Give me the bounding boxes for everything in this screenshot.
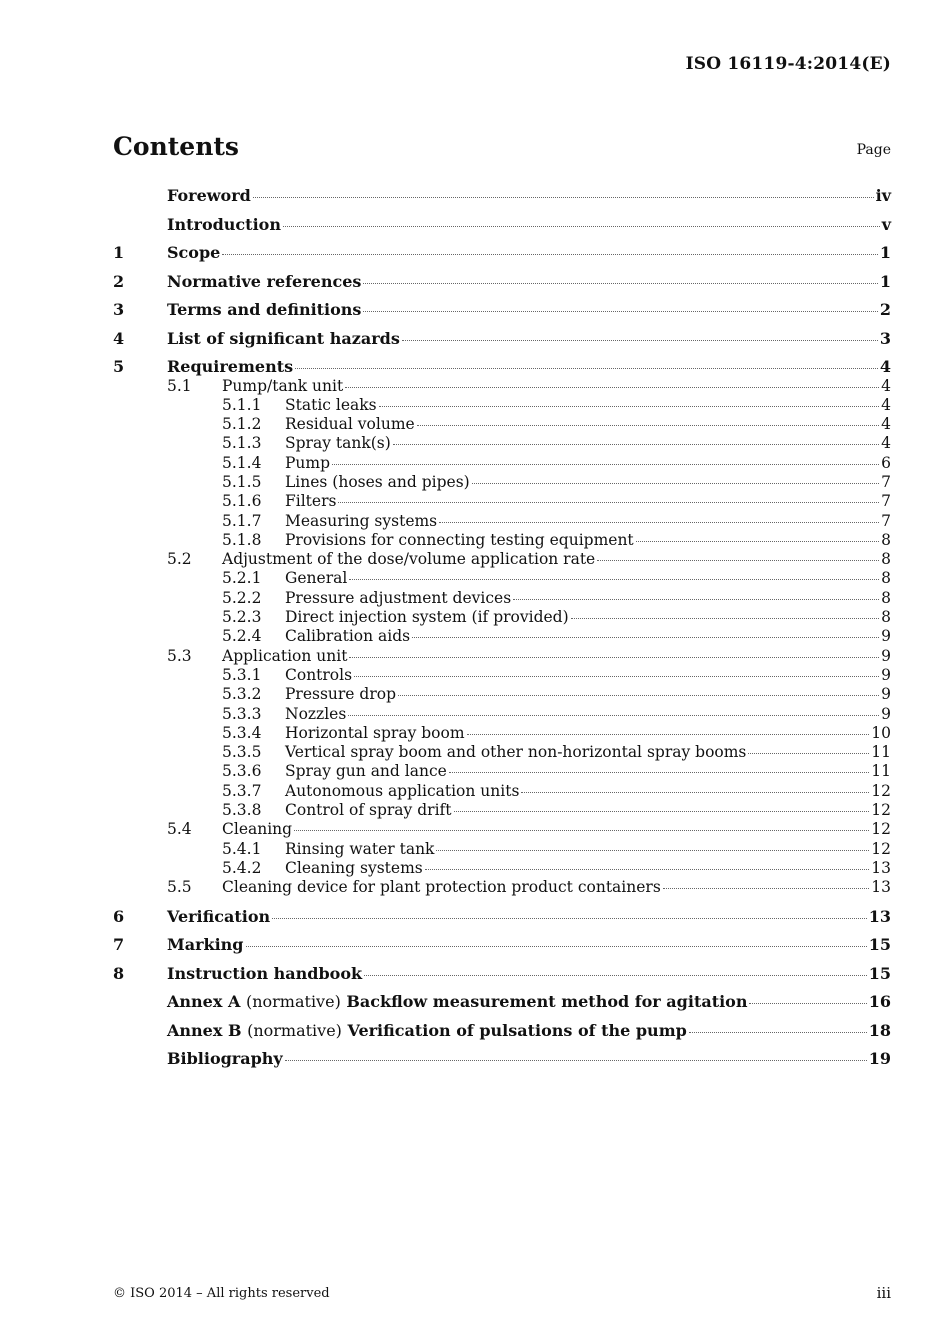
toc-entry-number: 5.3.1 <box>222 665 262 684</box>
toc-entry-page: 8 <box>881 588 891 607</box>
toc-entry-page: 19 <box>868 1049 891 1069</box>
toc-entry-number: 5.1.1 <box>222 395 262 414</box>
dot-leader <box>379 405 880 407</box>
toc-entry[interactable] <box>113 724 891 743</box>
dot-leader <box>363 310 877 312</box>
toc-entry-title: Rinsing water tank <box>285 839 435 858</box>
toc-entry-number: 5.3.7 <box>222 781 262 800</box>
toc-entry-number: 3 <box>113 300 125 319</box>
toc-entry-number: 5.3.8 <box>222 801 262 820</box>
toc-entry-number: 5.3.6 <box>222 762 262 781</box>
toc-entry-number: 4 <box>113 328 125 348</box>
toc-entry-number: 5.1.5 <box>222 472 262 491</box>
toc-entry-number: 5.2.2 <box>222 588 262 607</box>
toc-entry-page: 4 <box>879 357 891 376</box>
dot-leader <box>412 636 879 638</box>
toc-entry-number: 5.1.2 <box>222 415 262 434</box>
annex-title: Verification of pulsations of the pump <box>347 1020 687 1040</box>
toc-entry-number: 5.3 <box>167 646 192 665</box>
toc-entry-title: List of significant hazards <box>167 328 400 348</box>
toc-entry-number: 1 <box>113 243 125 262</box>
toc-entry[interactable] <box>113 396 891 415</box>
toc-entry[interactable] <box>113 531 891 550</box>
copyright-notice: © ISO 2014 – All rights reserved <box>113 1286 330 1301</box>
toc-entry-title: Controls <box>285 665 353 684</box>
toc-entry-page: 11 <box>871 762 891 781</box>
toc-entry-title: Pump/tank unit <box>222 376 344 395</box>
dot-leader <box>636 540 879 542</box>
toc-entry-number: 5.2.3 <box>222 608 262 627</box>
dot-leader <box>349 578 879 580</box>
toc-entry-title: Residual volume <box>285 415 415 434</box>
toc-entry[interactable] <box>113 782 891 801</box>
toc-entry-page: 6 <box>881 453 891 472</box>
toc-entry[interactable] <box>113 705 891 724</box>
dot-leader <box>285 1059 867 1061</box>
toc-entry-page: 4 <box>881 415 891 434</box>
toc-entry-title: Control of spray drift <box>285 801 452 820</box>
toc-entry-page: 18 <box>868 1020 891 1040</box>
toc-entry-number: 5.2.1 <box>222 569 262 588</box>
toc-entry-page: 13 <box>871 878 891 897</box>
toc-entry-title: Pump <box>285 453 331 472</box>
toc-entry[interactable] <box>113 186 891 215</box>
toc-entry-title: Marking <box>167 935 244 955</box>
toc-entry-title: Nozzles <box>285 704 347 723</box>
toc-entry-title: Foreword <box>167 186 251 205</box>
toc-entry[interactable] <box>113 743 891 762</box>
toc-entry-title: Direct injection system (if provided) <box>285 608 569 627</box>
toc-entry-title: Vertical spray boom and other non-horizontal spray booms <box>285 743 747 762</box>
dot-leader <box>454 810 870 812</box>
dot-leader <box>571 617 879 619</box>
dot-leader <box>283 225 880 227</box>
toc-entry[interactable] <box>113 666 891 685</box>
toc-entry-number: 6 <box>113 906 125 926</box>
toc-entry-page: 7 <box>881 492 891 511</box>
toc-entry-page: 8 <box>881 530 891 549</box>
toc-entry-page: 8 <box>881 569 891 588</box>
toc-entry-page: 16 <box>868 992 891 1012</box>
toc-entry-title: Cleaning device for plant protection product containers <box>222 878 661 897</box>
dot-leader <box>513 598 879 600</box>
toc-entry-number: 5.3.2 <box>222 685 262 704</box>
dot-leader <box>246 945 867 947</box>
dot-leader <box>364 974 867 976</box>
toc-entry-title: Autonomous application units <box>285 781 520 800</box>
toc-entry-title <box>167 992 747 1011</box>
toc-entry-page: 9 <box>881 704 891 723</box>
dot-leader <box>222 253 878 255</box>
dot-leader <box>253 196 874 198</box>
dot-leader <box>398 694 879 696</box>
annex-kind: (normative) <box>245 992 341 1012</box>
annex-title: Backflow measurement method for agitation <box>346 992 748 1012</box>
toc-entry[interactable] <box>113 550 891 569</box>
dot-leader <box>402 339 878 341</box>
toc-entry-title: Lines (hoses and pipes) <box>285 472 470 491</box>
toc-entry-page: 4 <box>881 434 891 453</box>
document-id: ISO 16119-4:2014(E) <box>685 54 891 74</box>
dot-leader <box>467 733 870 735</box>
dot-leader <box>348 714 879 716</box>
page-column-label: Page <box>856 142 891 158</box>
toc-entry-page: 2 <box>879 300 891 319</box>
toc-entry[interactable] <box>113 243 891 272</box>
dot-leader <box>345 386 879 388</box>
dot-leader <box>332 463 879 465</box>
toc-entry-page: 9 <box>881 685 891 704</box>
toc-entry-title: General <box>285 569 348 588</box>
toc-entry-number: 5.3.4 <box>222 723 262 742</box>
toc-entry-title: Application unit <box>222 646 348 665</box>
toc-entry[interactable] <box>113 608 891 627</box>
table-of-contents <box>113 186 891 1078</box>
toc-entry[interactable] <box>113 569 891 588</box>
toc-entry-title: Instruction handbook <box>167 963 363 983</box>
toc-entry[interactable] <box>113 473 891 492</box>
toc-entry-title: Verification <box>167 906 271 926</box>
toc-entry[interactable] <box>113 859 891 878</box>
toc-entry[interactable] <box>113 820 891 839</box>
toc-entry-page: 12 <box>871 781 891 800</box>
toc-entry-page: 1 <box>879 271 891 291</box>
dot-leader <box>436 849 869 851</box>
dot-leader <box>689 1031 867 1033</box>
toc-entry-page: 8 <box>881 608 891 627</box>
toc-entry-page: 3 <box>879 328 891 348</box>
dot-leader <box>749 1002 866 1004</box>
toc-entry-title: Spray tank(s) <box>285 434 391 453</box>
toc-entry-number: 5.5 <box>167 878 192 897</box>
toc-entry[interactable] <box>113 589 891 608</box>
toc-entry-page: 10 <box>871 723 891 742</box>
toc-entry-number: 5.4.1 <box>222 839 262 858</box>
toc-entry[interactable] <box>113 329 891 358</box>
toc-entry[interactable] <box>113 801 891 820</box>
toc-entry-page: 9 <box>881 627 891 646</box>
toc-entry[interactable] <box>113 627 891 646</box>
toc-entry[interactable] <box>113 272 891 301</box>
toc-entry-title: Requirements <box>167 357 294 376</box>
toc-entry-title: Provisions for connecting testing equipment <box>285 530 634 549</box>
dot-leader <box>748 752 869 754</box>
toc-entry-page: iv <box>875 186 891 205</box>
page-number: iii <box>876 1284 891 1302</box>
annex-kind: (normative) <box>247 1020 342 1040</box>
toc-entry-number: 5.4 <box>167 820 192 839</box>
toc-entry-number: 8 <box>113 963 125 983</box>
toc-entry-number: 5.1.8 <box>222 530 262 549</box>
toc-entry-title: Horizontal spray boom <box>285 723 465 742</box>
toc-entry-number: 5.1.7 <box>222 511 262 530</box>
toc-entry-title: Adjustment of the dose/volume application rate <box>222 550 596 569</box>
toc-entry-title: Scope <box>167 243 221 262</box>
toc-entry-number: 7 <box>113 935 125 955</box>
toc-entry[interactable] <box>113 512 891 531</box>
toc-entry-number: 5.2.4 <box>222 627 262 646</box>
toc-entry[interactable] <box>113 992 891 1021</box>
page-title: Contents <box>113 132 240 161</box>
toc-entry-page: 15 <box>868 935 891 955</box>
toc-entry-title: Cleaning <box>222 820 293 839</box>
dot-leader <box>425 868 870 870</box>
toc-entry-title: Cleaning systems <box>285 858 423 877</box>
toc-entry[interactable] <box>113 434 891 453</box>
toc-entry-page: 4 <box>881 395 891 414</box>
toc-entry-page: 7 <box>881 511 891 530</box>
toc-entry[interactable] <box>113 1049 891 1078</box>
dot-leader <box>597 559 879 561</box>
toc-entry-title: Terms and definitions <box>167 300 362 319</box>
toc-entry-page: 8 <box>881 550 891 569</box>
toc-entry-page: 12 <box>871 839 891 858</box>
toc-entry-title: Introduction <box>167 214 281 234</box>
toc-entry[interactable] <box>113 454 891 473</box>
toc-entry[interactable] <box>113 840 891 859</box>
toc-entry[interactable] <box>113 762 891 781</box>
toc-entry-number: 5.3.3 <box>222 704 262 723</box>
toc-entry-number: 5.1.6 <box>222 492 262 511</box>
annex-label: Annex B <box>167 1020 242 1040</box>
toc-entry-title <box>167 1021 687 1040</box>
toc-entry-title: Pressure drop <box>285 685 396 704</box>
dot-leader <box>417 424 879 426</box>
toc-entry-number: 5.1 <box>167 376 192 395</box>
toc-entry-page: 12 <box>871 820 891 839</box>
toc-entry-number: 5.3.5 <box>222 743 262 762</box>
toc-entry-page: 13 <box>868 906 891 926</box>
annex-label: Annex A <box>167 992 241 1012</box>
toc-entry-page: 9 <box>881 646 891 665</box>
toc-entry-title: Bibliography <box>167 1049 283 1069</box>
dot-leader <box>295 367 878 369</box>
dot-leader <box>393 443 879 445</box>
dot-leader <box>354 675 879 677</box>
toc-entry[interactable] <box>113 685 891 704</box>
toc-entry[interactable] <box>113 878 891 897</box>
toc-entry[interactable] <box>113 907 891 936</box>
toc-entry-title: Normative references <box>167 271 362 291</box>
toc-entry-page: 4 <box>881 376 891 395</box>
toc-entry-page: 7 <box>881 472 891 491</box>
dot-leader <box>272 917 867 919</box>
toc-entry[interactable] <box>113 935 891 964</box>
toc-entry-page: v <box>881 214 891 234</box>
dot-leader <box>349 656 879 658</box>
toc-entry-number: 5.1.4 <box>222 453 262 472</box>
toc-entry[interactable] <box>113 647 891 666</box>
dot-leader <box>449 771 869 773</box>
toc-entry-page: 1 <box>879 243 891 262</box>
dot-leader <box>338 501 879 503</box>
toc-entry-title: Spray gun and lance <box>285 762 447 781</box>
toc-entry[interactable] <box>113 964 891 993</box>
toc-entry-number: 5 <box>113 357 125 376</box>
toc-entry-page: 15 <box>868 963 891 983</box>
toc-entry-number: 5.2 <box>167 550 192 569</box>
toc-entry-title: Filters <box>285 492 337 511</box>
toc-entry-page: 12 <box>871 801 891 820</box>
toc-entry[interactable] <box>113 377 891 396</box>
toc-entry[interactable] <box>113 492 891 511</box>
toc-entry-number: 2 <box>113 271 125 291</box>
toc-entry[interactable] <box>113 1021 891 1050</box>
dot-leader <box>521 791 869 793</box>
toc-entry-title: Measuring systems <box>285 511 438 530</box>
toc-entry-page: 11 <box>871 743 891 762</box>
toc-entry-title: Calibration aids <box>285 627 411 646</box>
toc-entry-number: 5.1.3 <box>222 434 262 453</box>
dot-leader <box>663 887 869 889</box>
toc-entry-page: 9 <box>881 665 891 684</box>
dot-leader <box>439 521 879 523</box>
toc-entry-title: Static leaks <box>285 395 377 414</box>
dot-leader <box>294 829 869 831</box>
toc-entry-title: Pressure adjustment devices <box>285 588 512 607</box>
dot-leader <box>472 482 879 484</box>
toc-entry-number: 5.4.2 <box>222 858 262 877</box>
dot-leader <box>363 282 877 284</box>
toc-entry[interactable] <box>113 300 891 329</box>
toc-entry-page: 13 <box>871 858 891 877</box>
toc-entry[interactable] <box>113 415 891 434</box>
toc-entry[interactable] <box>113 215 891 244</box>
